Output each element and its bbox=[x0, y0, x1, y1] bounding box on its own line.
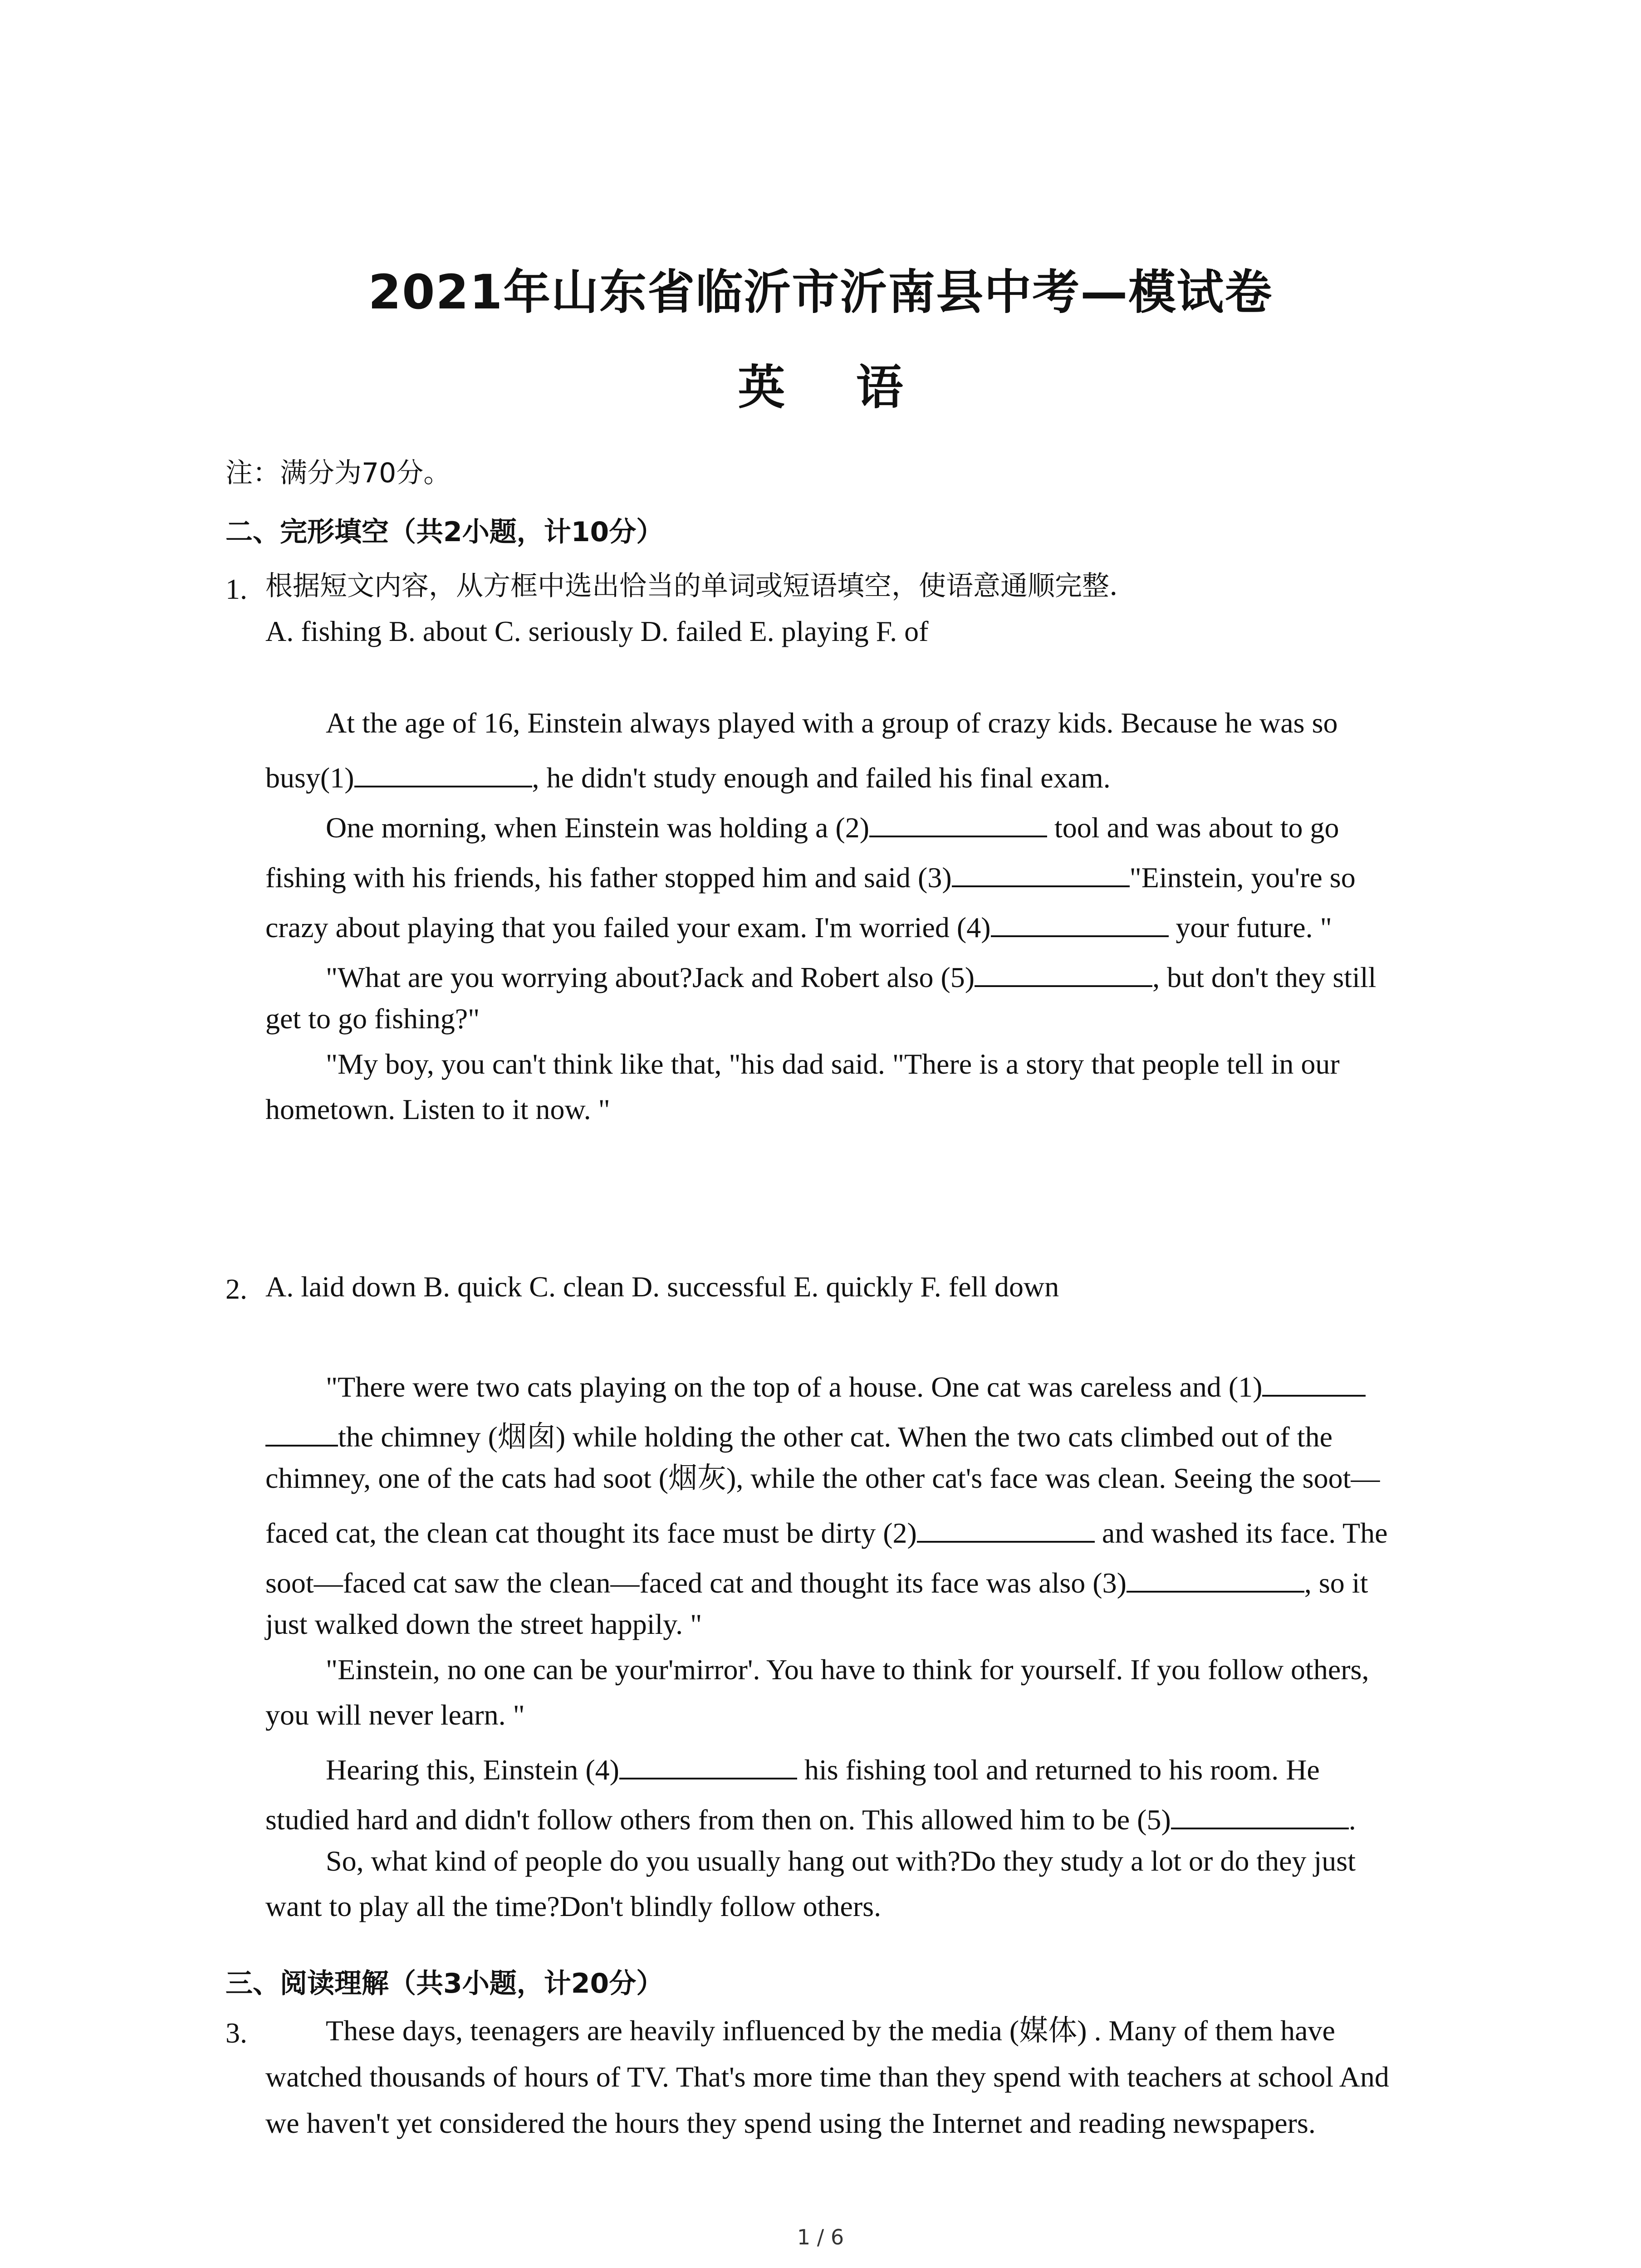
answer-blank-continued[interactable] bbox=[265, 1418, 338, 1447]
q1-instruction: 根据短文内容，从方框中选出恰当的单词或短语填空，使语意通顺完整． bbox=[265, 570, 1136, 602]
answer-blank[interactable] bbox=[869, 808, 1047, 837]
q1-line: get to go fishing?" bbox=[265, 1002, 480, 1035]
answer-blank[interactable] bbox=[975, 958, 1152, 987]
answer-blank[interactable] bbox=[991, 908, 1169, 937]
score-note: 注：满分为70分。 bbox=[225, 457, 451, 489]
q2-line: want to play all the time?Don't blindly follow others. bbox=[265, 1890, 882, 1922]
q2-line: soot—faced cat saw the clean—faced cat and thought its face was also (3) , so it bbox=[265, 1564, 1368, 1598]
q2-line: the chimney (烟囱) while holding the other cat. When the two cats climbed out of the bbox=[265, 1418, 1332, 1452]
q3-line: we haven't yet considered the hours they spend using the Internet and reading newspapers. bbox=[265, 2107, 1316, 2139]
q2-line: faced cat, the clean cat thought its face must be dirty (2) and washed its face. The bbox=[265, 1514, 1388, 1548]
q2-line: just walked down the street happily. " bbox=[265, 1608, 702, 1640]
answer-blank[interactable] bbox=[1127, 1564, 1304, 1593]
question-number: 1. bbox=[225, 573, 247, 605]
q1-line: busy(1) , he didn't study enough and failed his final exam. bbox=[265, 758, 1111, 792]
q2-line: Hearing this, Einstein (4) his fishing tool and returned to his room. He bbox=[326, 1750, 1320, 1784]
page-number: 1 / 6 bbox=[797, 2225, 844, 2249]
q1-line: crazy about playing that you failed your exam. I'm worried (4) your future. " bbox=[265, 908, 1332, 942]
q2-line: "Einstein, no one can be your'mirror'. You have to think for yourself. If you follow others, bbox=[326, 1653, 1369, 1686]
q2-line: chimney, one of the cats had soot (烟灰), while the other cat's face was clean. Seeing the soot— bbox=[265, 1462, 1380, 1494]
q3-line: watched thousands of hours of TV. That's more time than they spend with teachers at school And bbox=[265, 2061, 1389, 2093]
q2-line: So, what kind of people do you usually hang out with?Do they study a lot or do they just bbox=[326, 1845, 1356, 1877]
subject-title: 英 语 bbox=[738, 360, 931, 415]
q1-options: A. fishing B. about C. seriously D. failed E. playing F. of bbox=[265, 615, 929, 647]
exam-title: 2021年山东省临沂市沂南县中考—模试卷 bbox=[368, 264, 1273, 320]
section-cloze-heading: 二、完形填空（共2小题，计10分） bbox=[225, 516, 664, 548]
q1-line: "What are you worrying about?Jack and Robert also (5) , but don't they still bbox=[326, 958, 1376, 992]
answer-blank[interactable] bbox=[917, 1514, 1095, 1543]
q2-options: A. laid down B. quick C. clean D. successful E. quickly F. fell down bbox=[265, 1271, 1059, 1303]
q3-line: These days, teenagers are heavily influenced by the media (媒体) . Many of them have bbox=[326, 2014, 1335, 2047]
q1-line: fishing with his friends, his father stopped him and said (3) "Einstein, you're so bbox=[265, 858, 1356, 892]
answer-blank[interactable] bbox=[1171, 1800, 1349, 1829]
q1-line: "My boy, you can't think like that, "his dad said. "There is a story that people tell in our bbox=[326, 1048, 1340, 1080]
q1-line: One morning, when Einstein was holding a (2) tool and was about to go bbox=[326, 808, 1339, 842]
answer-blank[interactable] bbox=[619, 1750, 797, 1779]
question-number: 2. bbox=[225, 1273, 247, 1305]
question-number: 3. bbox=[225, 2017, 247, 2049]
q1-line: At the age of 16, Einstein always played with a group of crazy kids. Because he was so bbox=[326, 707, 1338, 739]
answer-blank[interactable] bbox=[952, 858, 1130, 887]
answer-blank[interactable] bbox=[1262, 1368, 1366, 1397]
q2-line: "There were two cats playing on the top of a house. One cat was careless and (1) bbox=[326, 1368, 1366, 1402]
q2-line: studied hard and didn't follow others from then on. This allowed him to be (5) . bbox=[265, 1800, 1356, 1834]
q1-line: hometown. Listen to it now. " bbox=[265, 1093, 610, 1125]
section-reading-heading: 三、阅读理解（共3小题，计20分） bbox=[225, 1968, 664, 1999]
q2-line: you will never learn. " bbox=[265, 1699, 525, 1731]
answer-blank[interactable] bbox=[354, 758, 532, 787]
